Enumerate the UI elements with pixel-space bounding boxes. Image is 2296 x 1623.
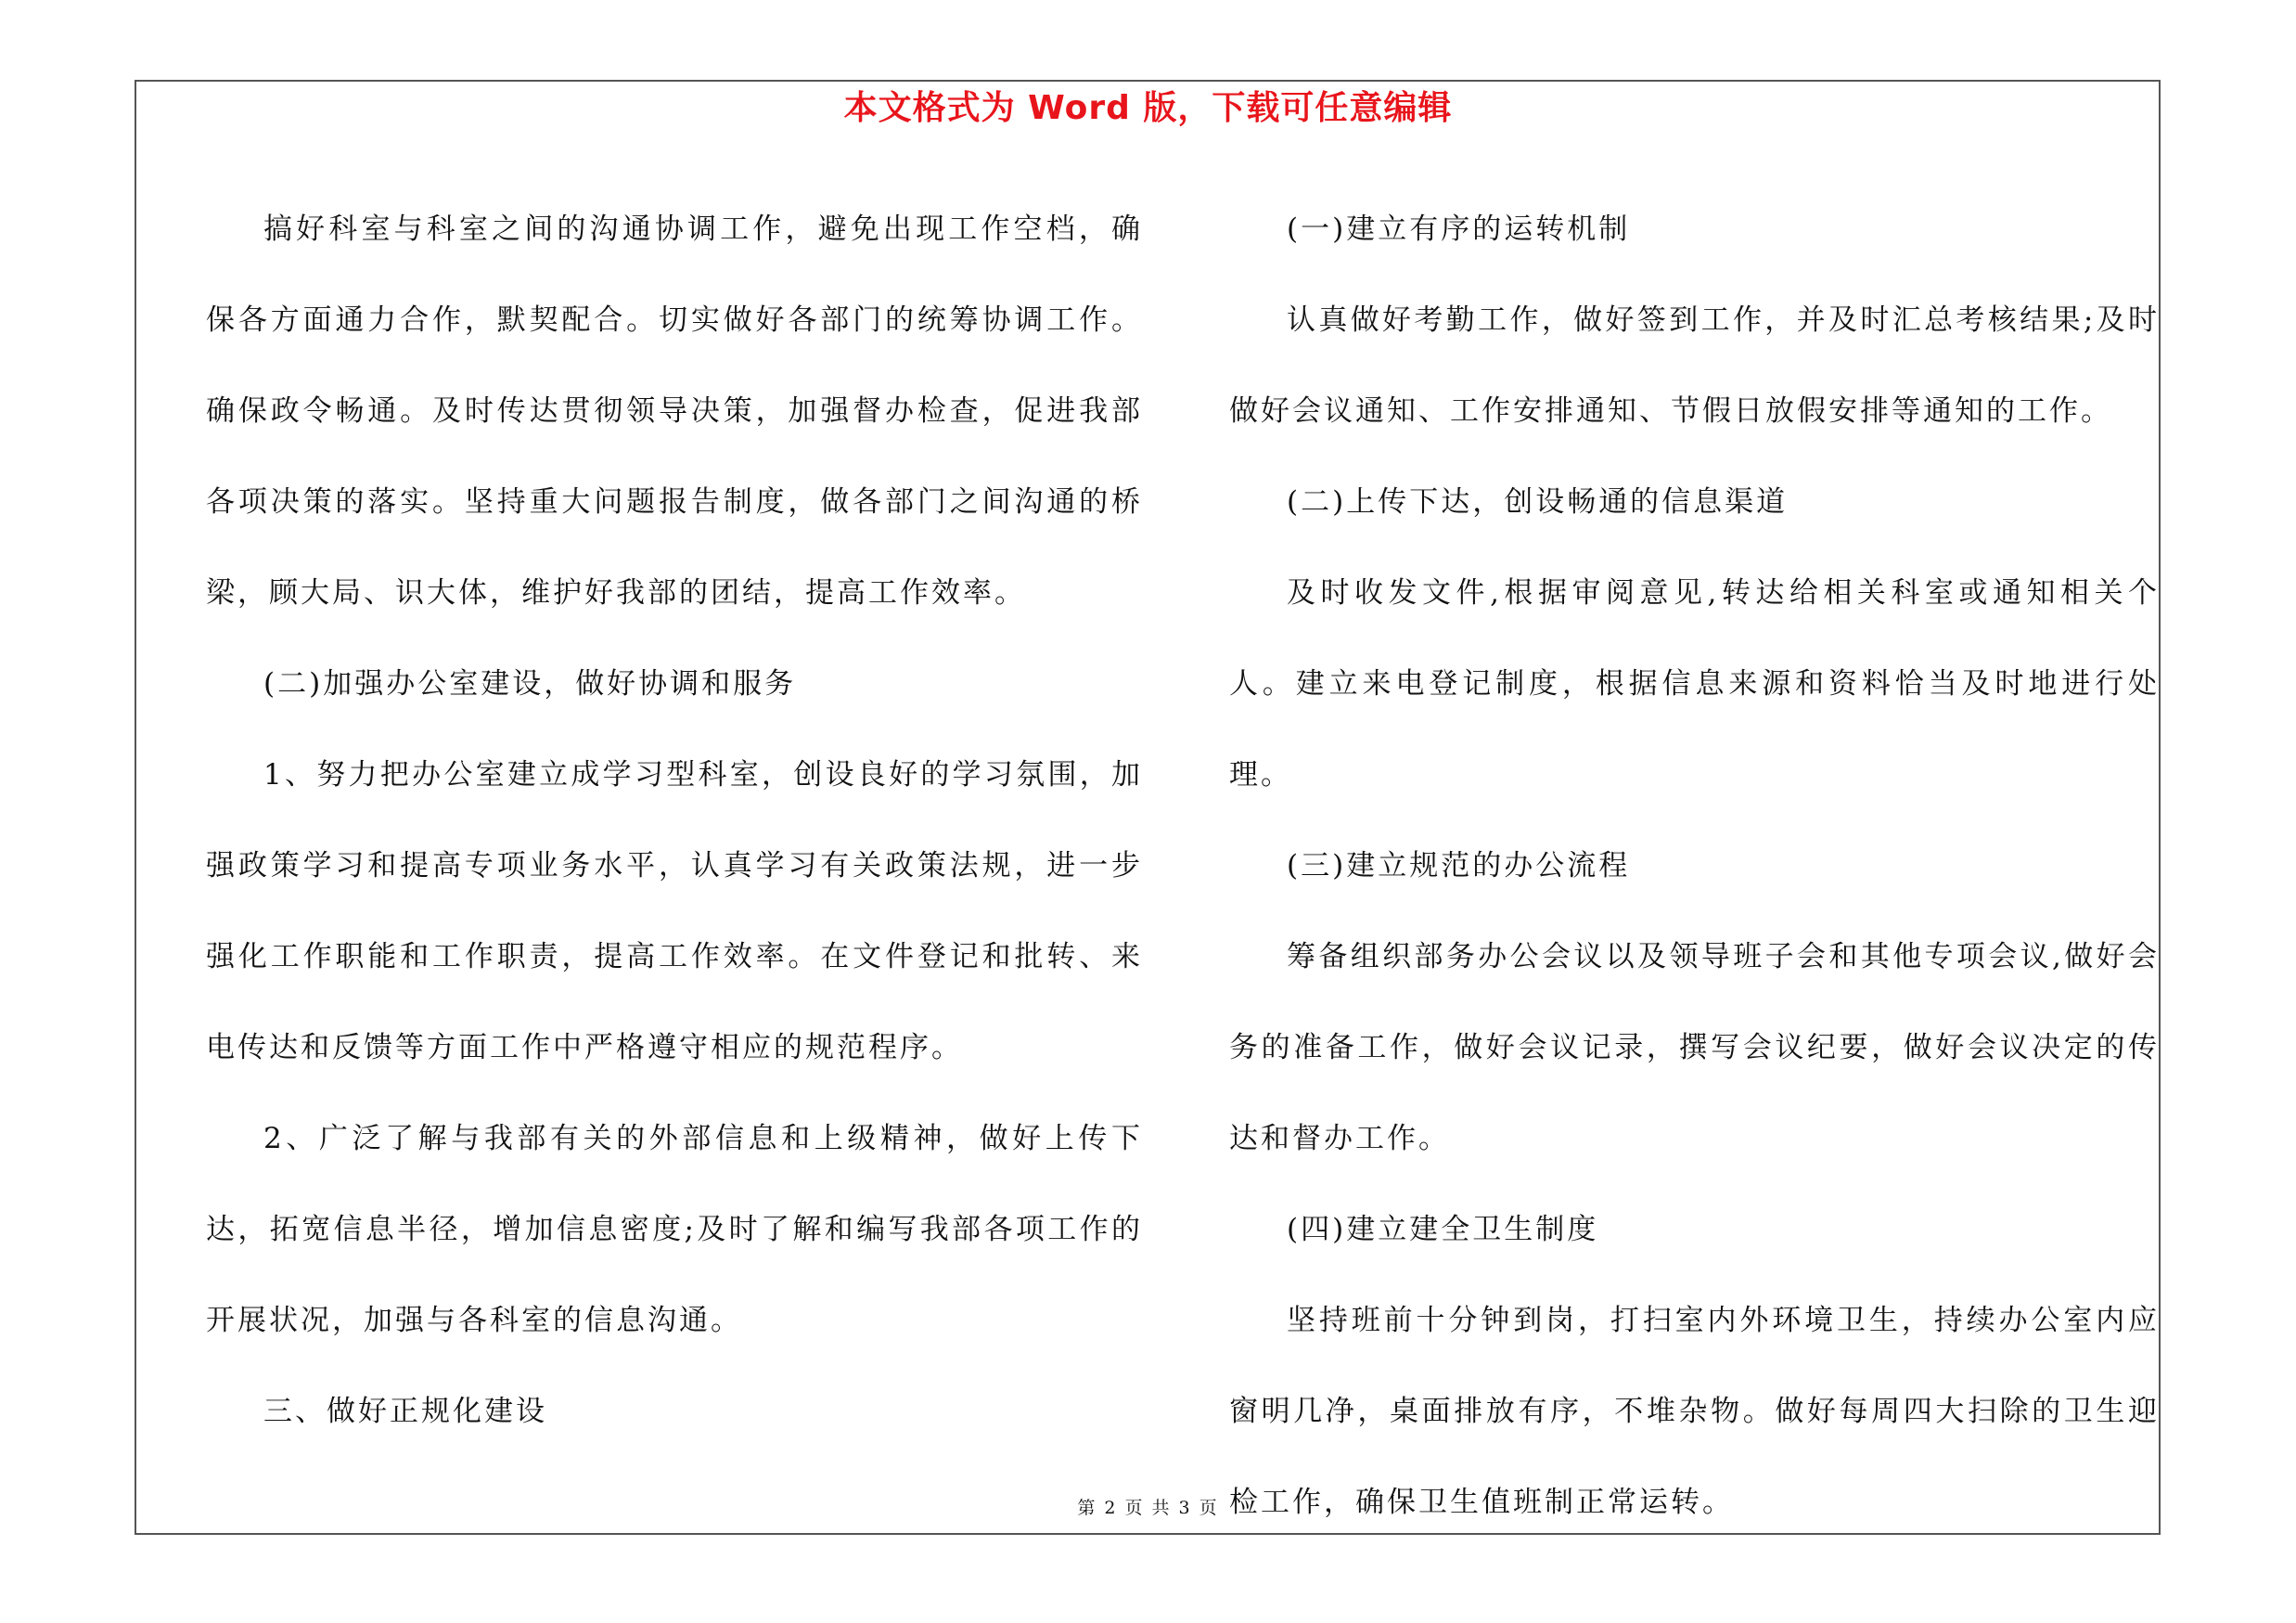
section-heading: (二)上传下达，创设畅通的信息渠道 — [1287, 485, 1789, 519]
section-heading: (一)建立有序的运转机制 — [1287, 213, 1631, 246]
paragraph: 1、努力把办公室建立成学习型科室，创设良好的学习氛围，加强政策学习和提高专项业务水平，认真学习有关政策法规，进一步强化工作职能和工作职责，提高工作效率。在文件登记和批转、来电传达和反馈等方面工作中严格遵守相应的规范程序。 — [206, 758, 1143, 1064]
right-column — [1229, 184, 2160, 1548]
left-column — [206, 184, 1143, 1457]
format-banner: 本文格式为 Word 版，下载可任意编辑 — [843, 89, 1453, 127]
paragraph: 认真做好考勤工作，做好签到工作，并及时汇总考核结果;及时做好会议通知、工作安排通知、节假日放假安排等通知的工作。 — [1229, 303, 2160, 428]
section-heading: (三)建立规范的办公流程 — [1287, 849, 1631, 882]
section-heading: (四)建立建全卫生制度 — [1287, 1213, 1599, 1246]
paragraph: 坚持班前十分钟到岗，打扫室内外环境卫生，持续办公室内应窗明几净，桌面排放有序，不堆杂物。做好每周四大扫除的卫生迎检工作，确保卫生值班制正常运转。 — [1229, 1304, 2160, 1519]
page-number-footer: 第 2 页 共 3 页 — [1077, 1498, 1219, 1518]
paragraph: 搞好科室与科室之间的沟通协调工作，避免出现工作空档，确保各方面通力合作，默契配合。切实做好各部门的统筹协调工作。确保政令畅通。及时传达贯彻领导决策，加强督办检查，促进我部各项决策的落实。坚持重大问题报告制度，做各部门之间沟通的桥梁，顾大局、识大体，维护好我部的团结，提高工作效率。 — [206, 213, 1143, 610]
paragraph: 及时收发文件,根据审阅意见,转达给相关科室或通知相关个人。建立来电登记制度，根据信息来源和资料恰当及时地进行处理。 — [1229, 576, 2160, 792]
section-heading: (二)加强办公室建设，做好协调和服务 — [263, 667, 797, 701]
paragraph: 筹备组织部务办公会议以及领导班子会和其他专项会议,做好会务的准备工作，做好会议记录，撰写会议纪要，做好会议决定的传达和督办工作。 — [1229, 940, 2160, 1155]
section-heading: 三、做好正规化建设 — [263, 1395, 547, 1428]
paragraph: 2、广泛了解与我部有关的外部信息和上级精神，做好上传下达，拓宽信息半径，增加信息密度;及时了解和编写我部各项工作的开展状况，加强与各科室的信息沟通。 — [206, 1122, 1143, 1337]
